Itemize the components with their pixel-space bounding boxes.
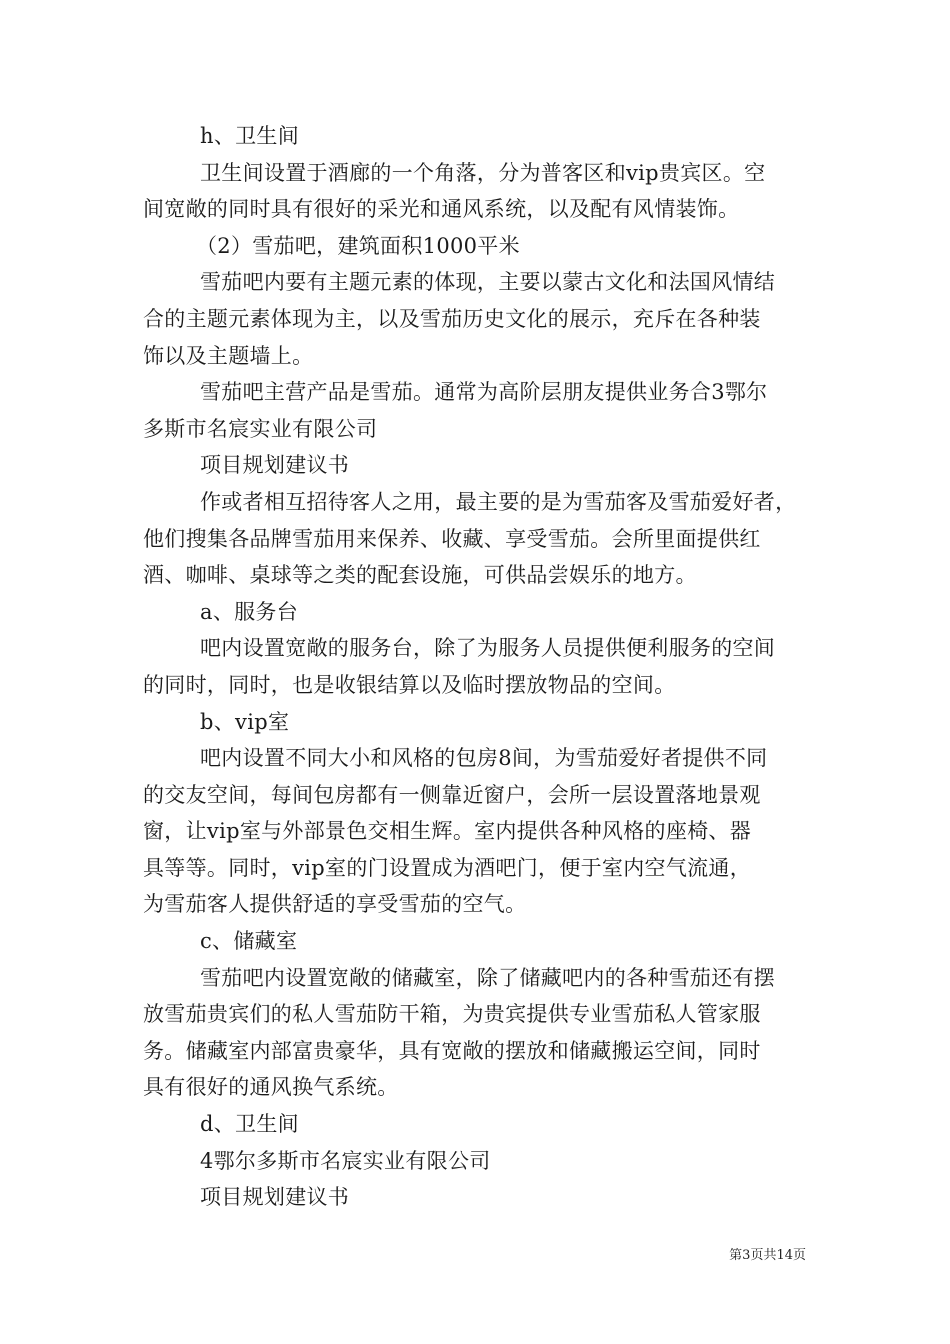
- running-header: 项目规划建议书: [200, 1185, 350, 1210]
- section-heading-h: h、卫生间: [200, 124, 300, 148]
- paragraph-line: 吧内设置宽敞的服务台，除了为服务人员提供便利服务的空间: [200, 636, 776, 661]
- running-footer-company: 4鄂尔多斯市名宸实业有限公司: [200, 1148, 491, 1173]
- running-header: 项目规划建议书: [200, 453, 350, 478]
- page-number: 第3页共14页: [729, 1248, 806, 1263]
- paragraph-line: 具等等。同时，vip室的门设置成为酒吧门，便于室内空气流通，: [143, 855, 752, 880]
- section-heading-c: c、储藏室: [200, 929, 298, 954]
- paragraph-line: 放雪茄贵宾们的私人雪茄防干箱，为贵宾提供专业雪茄私人管家服: [143, 1002, 761, 1027]
- section-heading-cigar-bar: （2）雪茄吧，建筑面积1000平米: [196, 233, 520, 258]
- paragraph-line: 务。储藏室内部富贵豪华，具有宽敞的摆放和储藏搬运空间，同时: [143, 1038, 761, 1063]
- paragraph-line: 窗，让vip室与外部景色交相生辉。室内提供各种风格的座椅、器: [143, 819, 752, 844]
- section-heading-d: d、卫生间: [200, 1112, 299, 1137]
- paragraph-line: 他们搜集各品牌雪茄用来保养、收藏、享受雪茄。会所里面提供红: [143, 526, 761, 551]
- section-heading-a: a、服务台: [200, 599, 299, 624]
- paragraph-line: 雪茄吧内设置宽敞的储藏室，除了储藏吧内的各种雪茄还有摆: [200, 965, 776, 990]
- paragraph-line: 为雪茄客人提供舒适的享受雪茄的空气。: [143, 892, 527, 917]
- paragraph-line: 卫生间设置于酒廊的一个角落，分为普客区和vip贵宾区。空: [200, 160, 766, 185]
- paragraph-line: 饰以及主题墙上。: [143, 343, 314, 368]
- paragraph-line: 具有很好的通风换气系统。: [143, 1075, 399, 1100]
- document-body: [143, 118, 811, 1216]
- section-heading-b: b、vip室: [200, 709, 290, 734]
- paragraph-line: 作或者相互招待客人之用，最主要的是为雪茄客及雪茄爱好者，: [200, 489, 797, 514]
- paragraph-line: 酒、咖啡、桌球等之类的配套设施，可供品尝娱乐的地方。: [143, 563, 697, 588]
- paragraph-line: 吧内设置不同大小和风格的包房8间，为雪茄爱好者提供不同: [200, 746, 768, 771]
- paragraph-line: 的交友空间，每间包房都有一侧靠近窗户，会所一层设置落地景观: [143, 782, 761, 807]
- paragraph-line: 合的主题元素体现为主，以及雪茄历史文化的展示，充斥在各种装: [143, 306, 761, 331]
- paragraph-line: 多斯市名宸实业有限公司: [143, 416, 378, 441]
- paragraph-line: 雪茄吧内要有主题元素的体现，主要以蒙古文化和法国风情结: [200, 270, 776, 295]
- paragraph-line: 的同时，同时，也是收银结算以及临时摆放物品的空间。: [143, 672, 676, 697]
- paragraph-line: 雪茄吧主营产品是雪茄。通常为高阶层朋友提供业务合3鄂尔: [200, 380, 768, 405]
- paragraph-line: 间宽敞的同时具有很好的采光和通风系统，以及配有风情装饰。: [143, 197, 740, 222]
